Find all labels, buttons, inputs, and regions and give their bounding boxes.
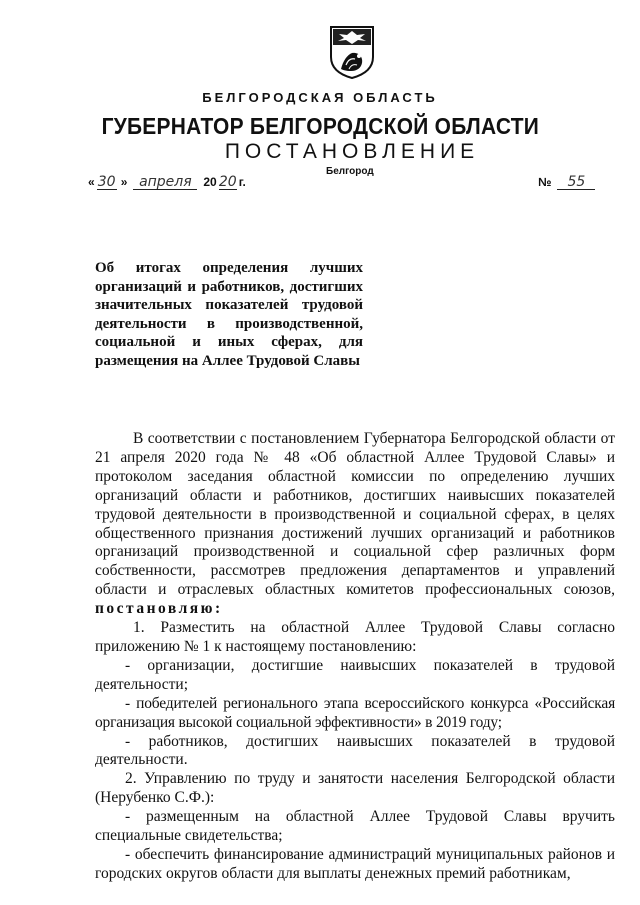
quote-open: «	[88, 175, 95, 189]
item-2b: - обеспечить финансирование администраций муниципальных районов и городских округов области для выплаты денежных премий работникам,	[95, 845, 615, 882]
date-line	[88, 175, 246, 190]
item-1c: - работников, достигших наивысших показателей в трудовой деятельности.	[95, 732, 615, 769]
subject-heading: Об итогах определения лучших организаций и работников, достигших значительных показателей трудовой деятельности в производственной, социальной и иных сферах, для размещения на Аллее Трудовой Славы	[95, 260, 363, 369]
item-1a: - организации, достигшие наивысших показателей в трудовой деятельности;	[95, 656, 615, 693]
quote-close: »	[120, 175, 128, 189]
date-day: 30	[97, 174, 116, 190]
item-1: 1. Разместить на областной Аллее Трудовой Славы согласно приложению № 1 к настоящему постановлению:	[95, 619, 615, 655]
item-2a: - размещенным на областной Аллее Трудовой Славы вручить специальные свидетельства;	[95, 808, 615, 845]
city-label: Белгород	[326, 166, 374, 177]
date-year: 20	[218, 174, 237, 190]
year-prefix: 20	[203, 175, 217, 189]
region-title: БЕЛГОРОДСКАЯ ОБЛАСТЬ	[202, 90, 438, 105]
number-label: №	[538, 175, 552, 189]
document-number: 55	[557, 175, 595, 190]
item-2: 2. Управлению по труду и занятости населения Белгородской области (Нерубенко С.Ф.):	[95, 770, 615, 807]
date-month: апреля	[133, 175, 197, 190]
item-1b: - победителей регионального этапа всероссийского конкурса «Российская организация высокой социальной эффективности» в 2019 году;	[95, 694, 615, 731]
intro-paragraph: В соответствии с постановлением Губернатора Белгородской области от 21 апреля 2020 года № 48 «Об областной Аллее Трудовой Славы» и протоколом заседания областной комиссии по определению лучших организаций области и работников, достигших наивысших показателей трудовой деятельности в производственной и социальной сферах, в целях общественного признания достижений лучших организаций и работников организаций производственной и социальной сфер различных форм собственности, рассмотрев предложения департаментов и управлений области и отраслевых областных комитетов профессиональных союзов, постановляю:	[95, 430, 615, 618]
number-line	[538, 175, 595, 190]
decree-word: постановляю:	[95, 600, 223, 618]
governor-title: ГУБЕРНАТОР БЕЛГОРОДСКОЙ ОБЛАСТИ	[101, 113, 540, 139]
document-body	[95, 430, 615, 884]
year-end: г.	[238, 175, 246, 189]
document-type: ПОСТАНОВЛЕНИЕ	[224, 140, 480, 163]
coat-of-arms-emblem	[329, 25, 375, 79]
